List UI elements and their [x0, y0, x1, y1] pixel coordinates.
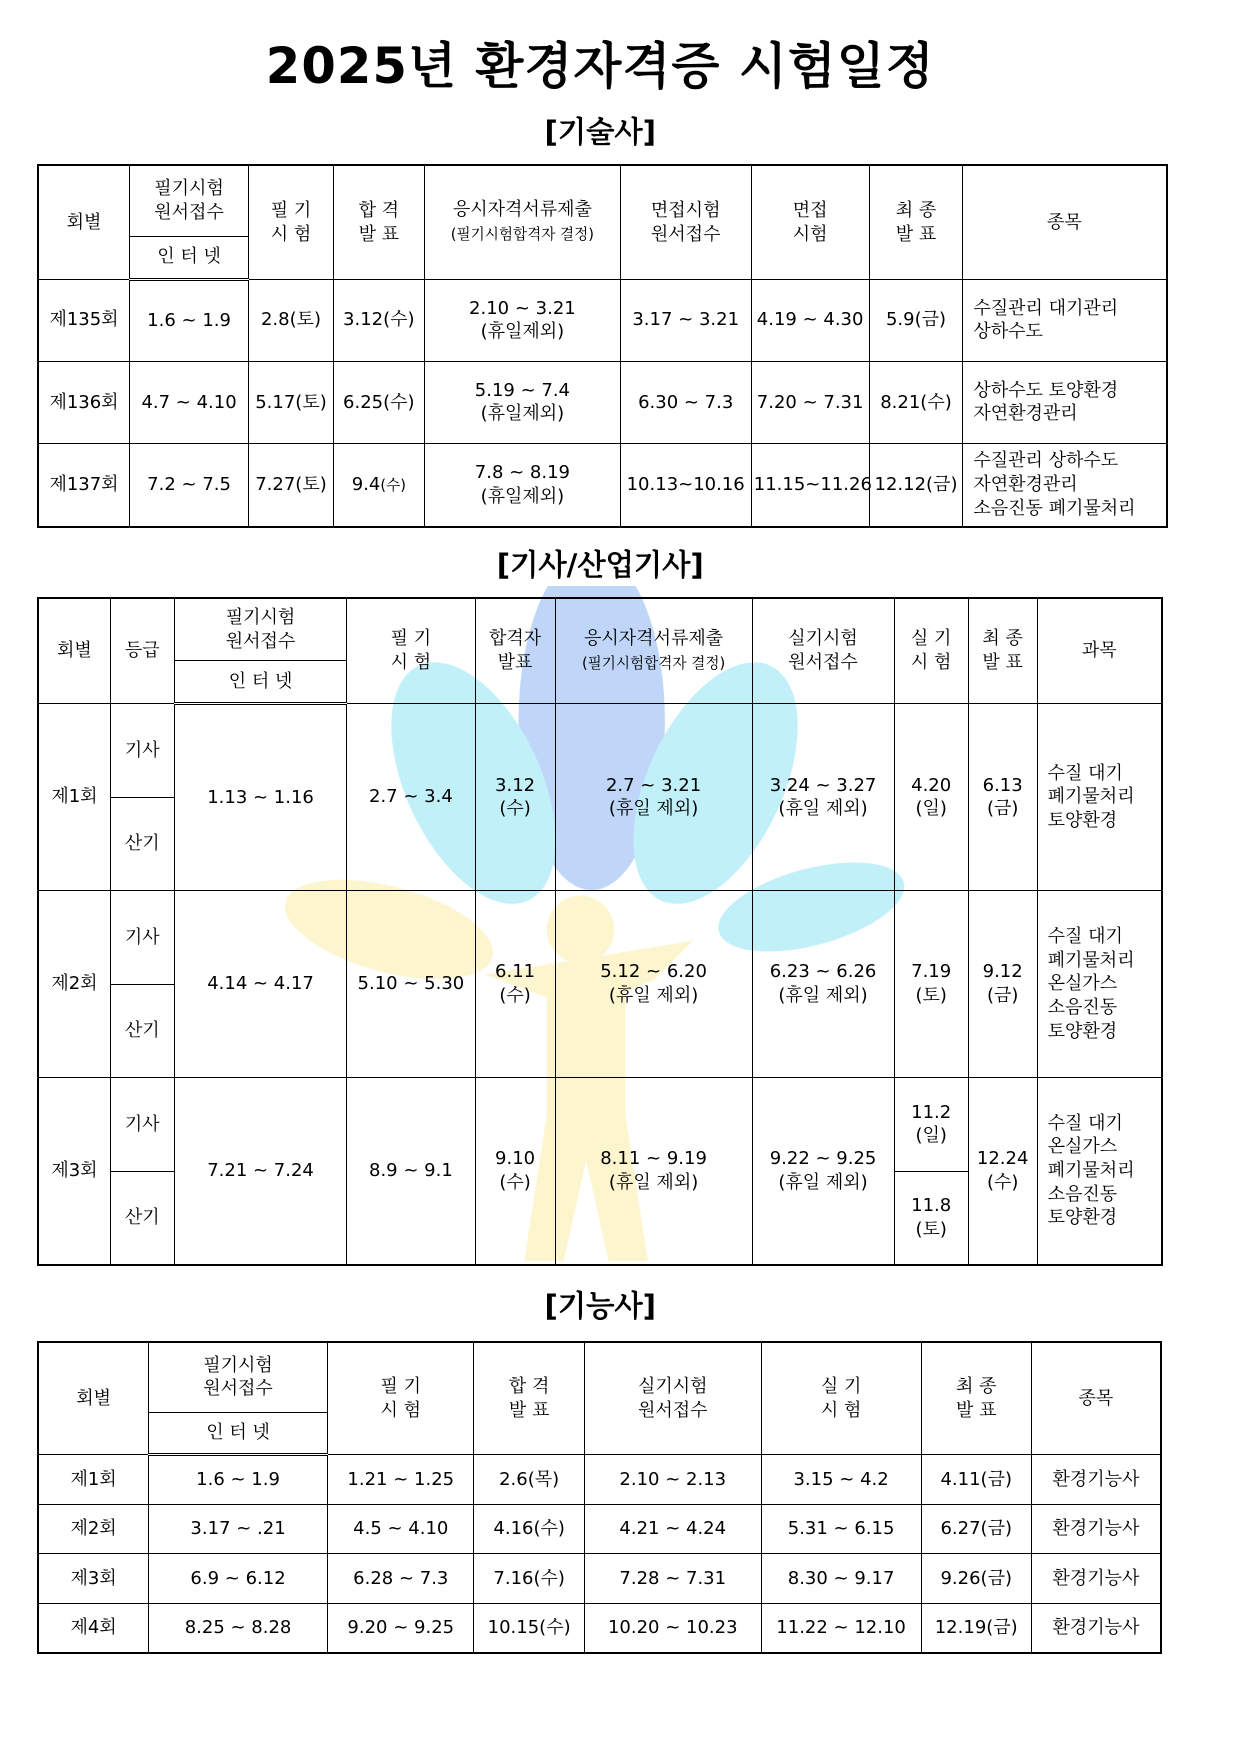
subjects-cell: 상하수도 토양환경 자연환경관리: [963, 361, 1167, 443]
docs-cell: 5.12 ~ 6.20 (휴일 제외): [555, 891, 752, 1078]
page-title: 2025년 환경자격증 시험일정: [265, 37, 935, 96]
header-docs-submit: [555, 598, 752, 704]
header-final: 최 종 발 표: [921, 1342, 1031, 1455]
app-cell: 7.2 ~ 7.5: [129, 444, 248, 527]
written-cell: 2.7 ~ 3.4: [347, 704, 475, 891]
header-final: 최 종 발 표: [869, 165, 962, 279]
subjects-cell: 수질 대기 온실가스 폐기물처리 소음진동 토양환경: [1037, 1078, 1162, 1265]
table-row: [38, 1554, 1161, 1604]
pass-cell: 6.25(수): [333, 361, 424, 443]
header-interview-app: 면접시험 원서접수: [620, 165, 751, 279]
pass-day: (수): [380, 476, 406, 494]
interview-exam-cell: 4.19 ~ 4.30: [751, 279, 869, 361]
header-practical-app: 실기시험 원서접수: [752, 598, 894, 704]
header-final: 최 종 발 표: [968, 598, 1037, 704]
table-row: [38, 361, 1166, 443]
written-cell: 2.8(토): [249, 279, 333, 361]
header-round: 회별: [38, 1342, 148, 1455]
grade-sanup: 산기: [110, 1171, 174, 1264]
docs-submit-note: (필기시험합격자 결정): [581, 654, 726, 672]
round-cell: 제1회: [38, 1455, 148, 1505]
practical-exam-cell: 5.31 ~ 6.15: [761, 1504, 921, 1554]
table-row: [38, 891, 1162, 984]
grade-gisa: 기사: [110, 1078, 174, 1171]
practical-app-cell: 4.21 ~ 4.24: [584, 1504, 761, 1554]
header-round: 회별: [38, 165, 129, 279]
section-title-gisulsa: [기술사]: [544, 115, 657, 150]
subjects-cell: 환경기능사: [1031, 1604, 1161, 1654]
final-cell: 9.12 (금): [968, 891, 1037, 1078]
round-cell: 제137회: [38, 444, 129, 527]
round-cell: 제136회: [38, 361, 129, 443]
round-cell: 제3회: [38, 1554, 148, 1604]
grade-gisa: 기사: [110, 704, 174, 797]
app-cell: 4.7 ~ 4.10: [129, 361, 248, 443]
app-cell: 1.6 ~ 1.9: [149, 1455, 328, 1505]
docs-cell: 8.11 ~ 9.19 (휴일 제외): [555, 1078, 752, 1265]
header-subjects: 종목: [963, 165, 1167, 279]
practical-exam-cell: 4.20 (일): [894, 704, 968, 891]
app-cell: 1.6 ~ 1.9: [129, 279, 248, 361]
header-subjects: 종목: [1031, 1342, 1161, 1455]
header-internet: 인 터 넷: [129, 236, 248, 279]
docs-cell: 2.7 ~ 3.21 (휴일 제외): [555, 704, 752, 891]
docs-submit-label: 응시자격서류제출: [584, 627, 724, 649]
written-cell: 8.9 ~ 9.1: [347, 1078, 475, 1265]
header-internet: 인 터 넷: [149, 1412, 328, 1455]
grade-sanup: 산기: [110, 984, 174, 1077]
round-cell: 제1회: [38, 704, 110, 891]
pass-cell: 7.16(수): [474, 1554, 584, 1604]
pass-cell: 9.10 (수): [475, 1078, 555, 1265]
header-pass-announce: 합 격 발 표: [474, 1342, 584, 1455]
practical-app-cell: 6.23 ~ 6.26 (휴일 제외): [752, 891, 894, 1078]
pass-cell: 4.16(수): [474, 1504, 584, 1554]
final-cell: 6.13 (금): [968, 704, 1037, 891]
docs-cell: 7.8 ~ 8.19 (휴일제외): [424, 444, 620, 527]
docs-cell: 5.19 ~ 7.4 (휴일제외): [424, 361, 620, 443]
interview-app-cell: 6.30 ~ 7.3: [620, 361, 751, 443]
header-written-exam: 필 기 시 험: [249, 165, 333, 279]
header-written-exam: 필 기 시 험: [328, 1342, 474, 1455]
header-practical-app: 실기시험 원서접수: [584, 1342, 761, 1455]
round-cell: 제2회: [38, 1504, 148, 1554]
header-practical-exam: 실 기 시 험: [894, 598, 968, 704]
written-cell: 9.20 ~ 9.25: [328, 1604, 474, 1654]
interview-exam-cell: 11.15~11.26: [751, 444, 869, 527]
subjects-cell: 수질 대기 폐기물처리 토양환경: [1037, 704, 1162, 891]
subjects-cell: 환경기능사: [1031, 1455, 1161, 1505]
table-row: [38, 1604, 1161, 1654]
pass-date: 9.4: [351, 473, 381, 495]
practical-exam-cell: 11.22 ~ 12.10: [761, 1604, 921, 1654]
header-pass-announce: 합 격 발 표: [333, 165, 424, 279]
table-row: [38, 1504, 1161, 1554]
written-cell: 1.21 ~ 1.25: [328, 1455, 474, 1505]
header-written-exam: 필 기 시 험: [347, 598, 475, 704]
docs-cell: 2.10 ~ 3.21 (휴일제외): [424, 279, 620, 361]
gisa-table: [37, 597, 1163, 1266]
table-row: [38, 1078, 1162, 1171]
final-cell: 12.24 (수): [968, 1078, 1037, 1265]
table-row: [38, 444, 1166, 527]
subjects-cell: 수질관리 대기관리 상하수도: [963, 279, 1167, 361]
table-row: [38, 279, 1166, 361]
section-title-gisa: [기사/산업기사]: [496, 547, 704, 582]
written-cell: 5.17(토): [249, 361, 333, 443]
table-row: [38, 704, 1162, 797]
header-subjects: 과목: [1037, 598, 1162, 704]
app-cell: 4.14 ~ 4.17: [174, 891, 346, 1078]
practical-exam-cell: 7.19 (토): [894, 891, 968, 1078]
practical-app-cell: 10.20 ~ 10.23: [584, 1604, 761, 1654]
header-written-app: 필기시험 원서접수: [174, 598, 346, 661]
subjects-cell: 수질 대기 폐기물처리 온실가스 소음진동 토양환경: [1037, 891, 1162, 1078]
pass-cell: 3.12(수): [333, 279, 424, 361]
header-grade: 등급: [110, 598, 174, 704]
header-docs-submit: [424, 165, 620, 279]
header-pass-announce: 합격자 발표: [475, 598, 555, 704]
pass-cell: 6.11 (수): [475, 891, 555, 1078]
docs-submit-note: (필기시험합격자 결정): [450, 226, 594, 244]
round-cell: 제2회: [38, 891, 110, 1078]
written-cell: 4.5 ~ 4.10: [328, 1504, 474, 1554]
round-cell: 제4회: [38, 1604, 148, 1654]
gisulsa-table: [37, 164, 1167, 527]
round-cell: 제135회: [38, 279, 129, 361]
header-round: 회별: [38, 598, 110, 704]
practical-exam-cell: 8.30 ~ 9.17: [761, 1554, 921, 1604]
practical-exam-sanup-cell: 11.8 (토): [894, 1171, 968, 1264]
app-cell: 3.17 ~ .21: [149, 1504, 328, 1554]
header-written-app: 필기시험 원서접수: [129, 165, 248, 236]
practical-app-cell: 3.24 ~ 3.27 (휴일 제외): [752, 704, 894, 891]
header-written-app: 필기시험 원서접수: [149, 1342, 328, 1412]
final-cell: 9.26(금): [921, 1554, 1031, 1604]
written-cell: 7.27(토): [249, 444, 333, 527]
interview-app-cell: 3.17 ~ 3.21: [620, 279, 751, 361]
practical-app-cell: 9.22 ~ 9.25 (휴일 제외): [752, 1078, 894, 1265]
pass-cell: [333, 444, 424, 527]
table-row: [38, 1455, 1161, 1505]
final-cell: 5.9(금): [869, 279, 962, 361]
header-practical-exam: 실 기 시 험: [761, 1342, 921, 1455]
docs-submit-label: 응시자격서류제출: [452, 199, 592, 221]
written-cell: 5.10 ~ 5.30: [347, 891, 475, 1078]
subjects-cell: 수질관리 상하수도 자연환경관리 소음진동 폐기물처리: [963, 444, 1167, 527]
final-cell: 4.11(금): [921, 1455, 1031, 1505]
pass-cell: 3.12 (수): [475, 704, 555, 891]
app-cell: 8.25 ~ 8.28: [149, 1604, 328, 1654]
gineungsa-table: [37, 1341, 1162, 1654]
final-cell: 6.27(금): [921, 1504, 1031, 1554]
app-cell: 6.9 ~ 6.12: [149, 1554, 328, 1604]
practical-exam-cell: 3.15 ~ 4.2: [761, 1455, 921, 1505]
interview-exam-cell: 7.20 ~ 7.31: [751, 361, 869, 443]
written-cell: 6.28 ~ 7.3: [328, 1554, 474, 1604]
app-cell: 1.13 ~ 1.16: [174, 704, 346, 891]
header-internet: 인 터 넷: [174, 661, 346, 704]
section-title-gineungsa: [기능사]: [544, 1288, 657, 1323]
header-interview-exam: 면접 시험: [751, 165, 869, 279]
subjects-cell: 환경기능사: [1031, 1504, 1161, 1554]
grade-sanup: 산기: [110, 797, 174, 890]
grade-gisa: 기사: [110, 891, 174, 984]
practical-exam-gisa-cell: 11.2 (일): [894, 1078, 968, 1171]
subjects-cell: 환경기능사: [1031, 1554, 1161, 1604]
round-cell: 제3회: [38, 1078, 110, 1265]
final-cell: 12.12(금): [869, 444, 962, 527]
final-cell: 8.21(수): [869, 361, 962, 443]
pass-cell: 2.6(목): [474, 1455, 584, 1505]
app-cell: 7.21 ~ 7.24: [174, 1078, 346, 1265]
final-cell: 12.19(금): [921, 1604, 1031, 1654]
pass-cell: 10.15(수): [474, 1604, 584, 1654]
practical-app-cell: 2.10 ~ 2.13: [584, 1455, 761, 1505]
interview-app-cell: 10.13~10.16: [620, 444, 751, 527]
practical-app-cell: 7.28 ~ 7.31: [584, 1554, 761, 1604]
